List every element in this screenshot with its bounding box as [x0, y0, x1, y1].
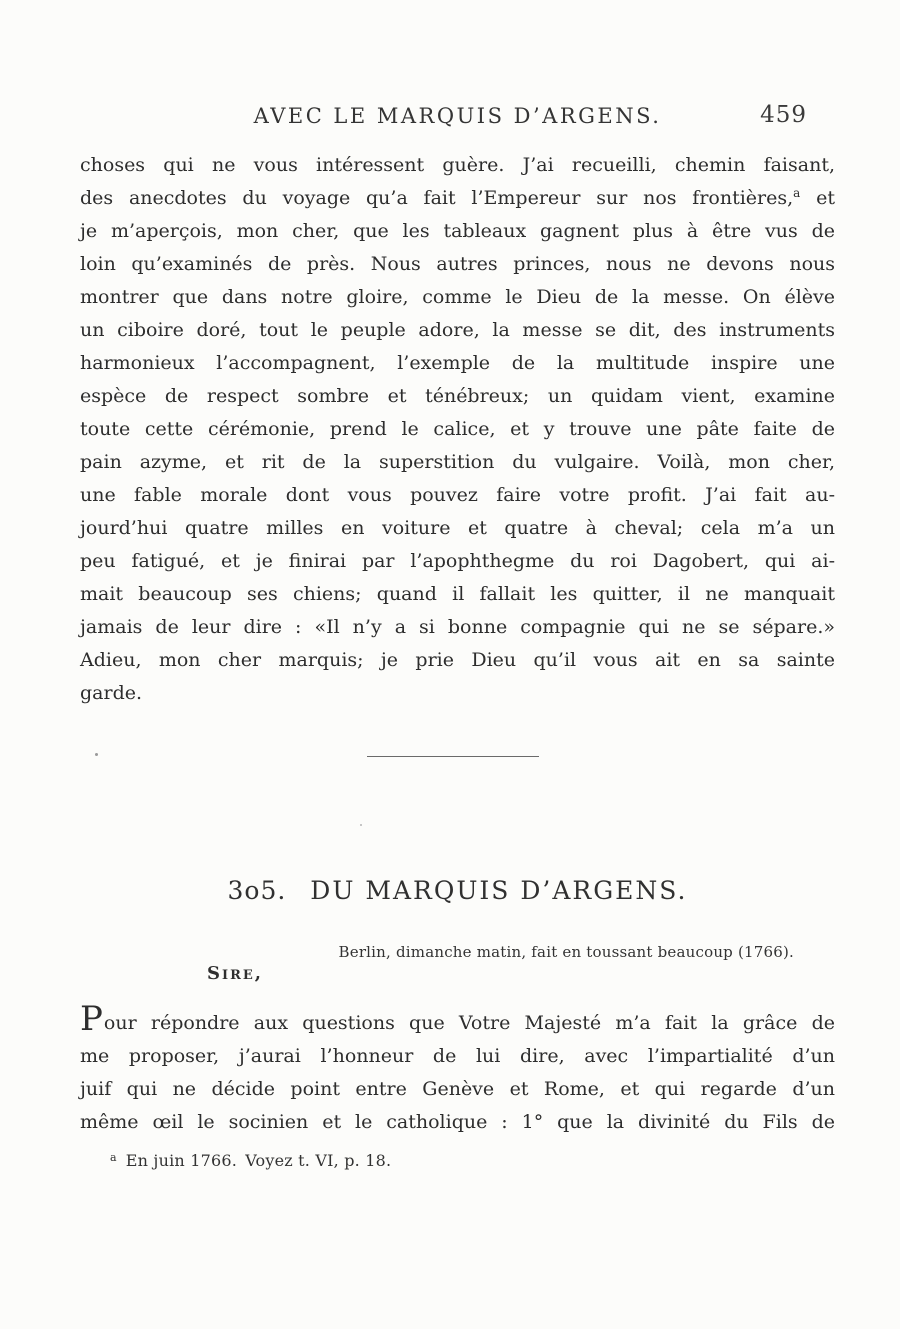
text-line: jourd’hui quatre milles en voiture et quatre à cheval; cela m’a un [80, 517, 835, 539]
text-line: me proposer, j’aurai l’honneur de lui dire, avec l’impartialité d’un [80, 1045, 835, 1067]
text-line: pain azyme, et rit de la superstition du vulgaire. Voilà, mon cher, [80, 451, 835, 473]
text-line: toute cette cérémonie, prend le calice, et y trouve une pâte faite de [80, 418, 835, 440]
salutation: Sire, [207, 963, 264, 984]
letter-305-body [80, 999, 835, 1139]
letter-title: DU MARQUIS D’ARGENS. [310, 876, 688, 905]
ink-speck [95, 753, 98, 756]
text-line: un ciboire doré, tout le peuple adore, la messe se dit, des instruments [80, 319, 835, 341]
text-segment: des anecdotes du voyage qu’a fait l’Empereur sur nos frontières, [80, 187, 794, 209]
text-line: Adieu, mon cher marquis; je prie Dieu qu’il vous ait en sa sainte [80, 649, 835, 671]
text-segment: our répondre aux questions que Votre Majesté m’a fait la grâce de [103, 1012, 835, 1034]
text-line: même œil le socinien et le catholique : 1° que la divinité du Fils de [80, 1111, 835, 1133]
footnote-ref: a [793, 186, 801, 200]
dateline: Berlin, dimanche matin, fait en toussant beaucoup (1766). [338, 943, 794, 961]
text-line: peu fatigué, et je finirai par l’apophthegme du roi Dagobert, qui ai- [80, 550, 835, 572]
text-segment: et [800, 187, 835, 209]
letter-number: 3o5. [227, 876, 287, 905]
text-line: garde. [80, 682, 143, 704]
text-line [80, 182, 835, 215]
text-line: une fable morale dont vous pouvez faire votre profit. J’ai fait au- [80, 484, 835, 506]
text-line: jamais de leur dire : «Il n’y a si bonne compagnie qui ne se sépare.» [80, 616, 835, 638]
footnote [110, 1151, 391, 1170]
text-line: espèce de respect sombre et ténébreux; un quidam vient, examine [80, 385, 835, 407]
footnote-marker: a [110, 1151, 117, 1164]
running-title: AVEC LE MARQUIS D’ARGENS. [253, 104, 662, 128]
drop-cap: P [80, 999, 103, 1039]
text-line: montrer que dans notre gloire, comme le Dieu de la messe. On élève [80, 286, 835, 308]
running-header [80, 104, 835, 134]
letter-305-heading [80, 876, 835, 906]
text-line: harmonieux l’accompagnent, l’exemple de la multitude inspire une [80, 352, 835, 374]
text-line: mait beaucoup ses chiens; quand il fallait les quitter, il ne manquait [80, 583, 835, 605]
ink-speck [360, 824, 362, 826]
text-line: juif qui ne décide point entre Genève et Rome, et qui regarde d’un [80, 1078, 835, 1100]
text-line: loin qu’examinés de près. Nous autres princes, nous ne devons nous [80, 253, 835, 275]
text-line: choses qui ne vous intéressent guère. J’ai recueilli, chemin faisant, [80, 154, 835, 176]
page-number: 459 [760, 102, 807, 128]
text-line [80, 999, 835, 1040]
footnote-text: En juin 1766. Voyez t. VI, p. 18. [125, 1151, 392, 1170]
section-divider [367, 756, 539, 757]
text-line: je m’aperçois, mon cher, que les tableaux gagnent plus à être vus de [80, 220, 835, 242]
letter-304-body [80, 149, 835, 710]
